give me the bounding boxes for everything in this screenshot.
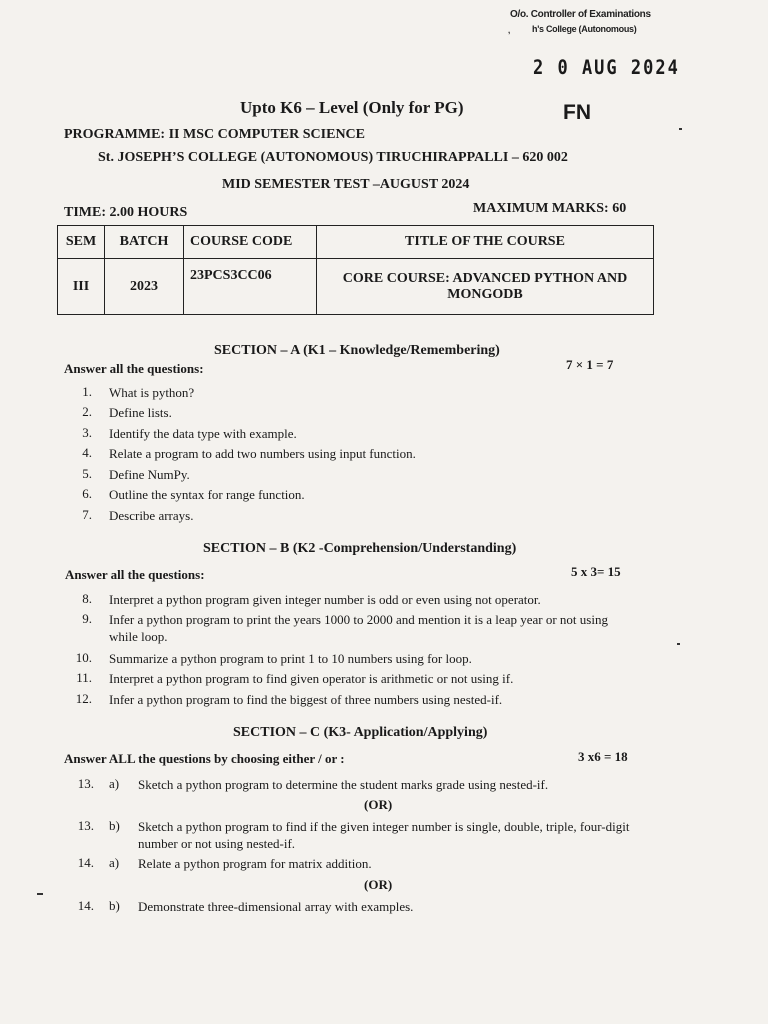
question-text: Demonstrate three-dimensional array with examples.	[138, 899, 414, 914]
course-table	[57, 225, 654, 315]
question-text: Sketch a python program to determine the student marks grade using nested-if.	[138, 777, 549, 792]
section-c-marks: 3 x6 = 18	[578, 749, 628, 764]
question-number: 2.	[82, 404, 92, 419]
exam-title: MID SEMESTER TEST –AUGUST 2024	[222, 177, 470, 192]
header-sem: SEM	[58, 226, 105, 259]
level-heading: Upto K6 – Level (Only for PG)	[240, 98, 464, 117]
stamp-tick: ,	[508, 26, 511, 35]
question-number: 1.	[82, 384, 92, 399]
question-number: 14.	[77, 855, 94, 870]
course-table-row	[58, 259, 654, 315]
question-text: Define lists.	[109, 405, 172, 420]
question-number: 13.	[77, 776, 94, 791]
question-number: 6.	[82, 486, 92, 501]
question-text: Summarize a python program to print 1 to 10 numbers using for loop.	[109, 651, 472, 666]
paper-speck	[679, 128, 682, 130]
section-a-instruction: Answer all the questions:	[64, 361, 204, 376]
section-c-instruction: Answer ALL the questions by choosing either / or :	[64, 751, 345, 766]
question-text: Relate a program to add two numbers using input function.	[109, 446, 416, 461]
time-allowed: TIME: 2.00 HOURS	[64, 205, 188, 220]
question-number: 9.	[82, 611, 92, 626]
cell-sem: III	[58, 259, 105, 315]
section-c-title: SECTION – C (K3- Application/Applying)	[233, 725, 488, 740]
college-line: St. JOSEPH’S COLLEGE (AUTONOMOUS) TIRUCHIRAPPALLI – 620 002	[98, 150, 568, 165]
header-course-title: TITLE OF THE COURSE	[317, 226, 654, 259]
question-number: 7.	[82, 507, 92, 522]
question-text: Infer a python program to find the biggest of three numbers using nested-if.	[109, 692, 503, 707]
header-batch: BATCH	[105, 226, 184, 259]
section-a-title: SECTION – A (K1 – Knowledge/Remembering)	[214, 343, 500, 358]
question-text: Define NumPy.	[109, 467, 190, 482]
question-text: Describe arrays.	[109, 508, 194, 523]
question-text: Interpret a python program given integer number is odd or even using not operator.	[109, 592, 541, 607]
question-number: 10.	[75, 650, 92, 665]
maximum-marks: MAXIMUM MARKS: 60	[473, 201, 627, 216]
option-label: a)	[109, 776, 120, 791]
question-number: 5.	[82, 466, 92, 481]
section-b-instruction: Answer all the questions:	[65, 567, 205, 582]
section-b-title: SECTION – B (K2 -Comprehension/Understanding)	[203, 541, 517, 556]
option-label: a)	[109, 855, 120, 870]
question-text: Relate a python program for matrix addition.	[138, 856, 372, 871]
paper-speck	[37, 893, 43, 895]
question-number: 3.	[82, 425, 92, 440]
programme-line: PROGRAMME: II MSC COMPUTER SCIENCE	[64, 127, 365, 142]
question-number: 13.	[77, 818, 94, 833]
question-number: 14.	[77, 898, 94, 913]
cell-batch: 2023	[105, 259, 184, 315]
office-stamp-line1: O/o. Controller of Examinations	[510, 9, 651, 20]
date-stamp: 2 0 AUG 2024	[533, 56, 680, 80]
question-number: 8.	[82, 591, 92, 606]
question-text: Interpret a python program to find given operator is arithmetic or not using if.	[109, 671, 514, 686]
or-separator: (OR)	[364, 797, 393, 812]
question-number: 12.	[75, 691, 92, 706]
office-stamp-line2: h's College (Autonomous)	[532, 24, 637, 34]
paper-speck	[677, 643, 680, 645]
cell-course-title: CORE COURSE: ADVANCED PYTHON AND MONGODB	[317, 259, 654, 315]
cell-course-code: 23PCS3CC06	[184, 259, 317, 315]
section-a-marks: 7 × 1 = 7	[566, 357, 614, 372]
section-b-marks: 5 x 3= 15	[571, 564, 621, 579]
question-text: Identify the data type with example.	[109, 426, 297, 441]
course-table-header	[58, 226, 654, 259]
question-text: What is python?	[109, 385, 195, 400]
option-label: b)	[109, 898, 120, 913]
session-mark: FN	[563, 101, 591, 124]
question-text: Outline the syntax for range function.	[109, 487, 305, 502]
question-number: 4.	[82, 445, 92, 460]
question-text: Infer a python program to print the years 1000 to 2000 and mention it is a leap year or not using while loop.	[109, 612, 608, 644]
or-separator: (OR)	[364, 877, 393, 892]
option-label: b)	[109, 818, 120, 833]
question-text: Sketch a python program to find if the given integer number is single, double, triple, four-digit number or not using nested-if.	[138, 819, 630, 851]
question-number: 11.	[76, 670, 92, 685]
header-course-code: COURSE CODE	[184, 226, 317, 259]
